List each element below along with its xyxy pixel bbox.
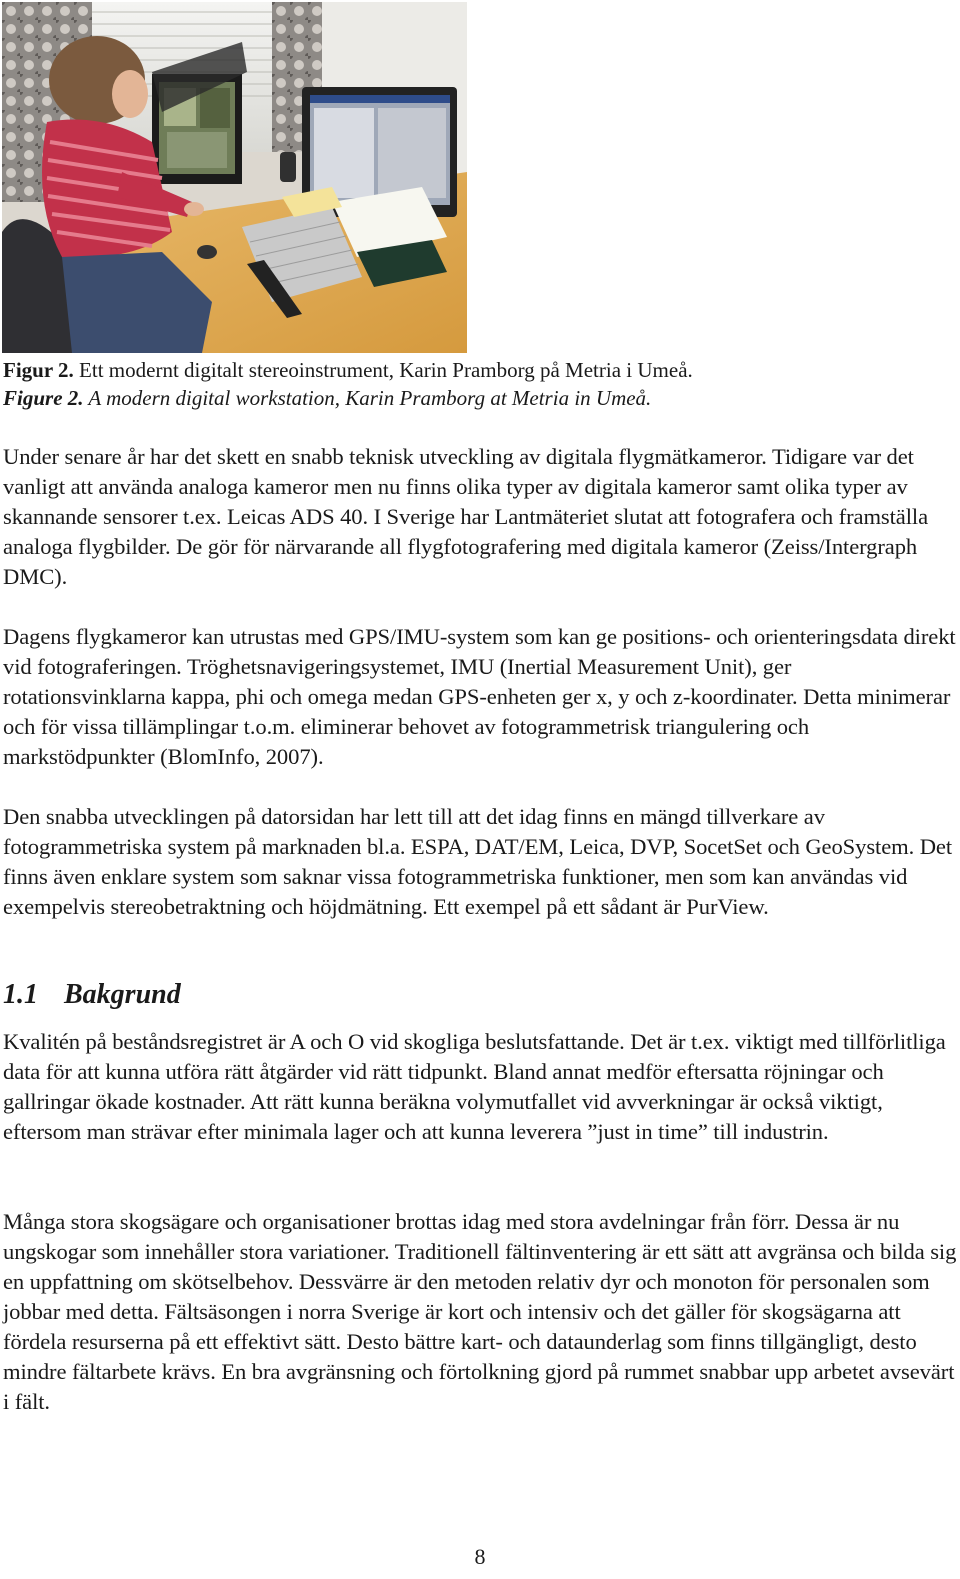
paragraph-forest-owners: Många stora skogsägare och organisationer brottas idag med stora avdelningar från förr. Dessa är nu ungskogar som innehåller stora variationer. Traditionell fältinventering är ett sätt att avgränsa och bilda sig en uppfattning om skötselbehov. Dessvärre är den metoden relativ dyr och monoton för personalen som jobbar med detta. Fältsäsongen i norra Sverige är kort och intensiv och det gäller för skogsägarna att fördela resurserna på ett effektivt sätt. Desto bättre kart- och dataunderlag som finns tillgängligt, desto mindre fältarbete krävs. En bra avgränsning och förtolkning gjord på rummet snabbar upp arbetet avsevärt i fält.	[3, 1209, 957, 1414]
section-title: Bakgrund	[64, 979, 181, 1010]
figure-caption-swedish-label: Figur 2.	[3, 358, 74, 382]
figure-caption-swedish	[3, 356, 953, 384]
paragraph-digital-cameras: Under senare år har det skett en snabb teknisk utveckling av digitala flygmätkameror. Tidigare var det vanligt att använda analoga kameror men nu finns olika typer av digitala kameror samt olika typer av skannande sensorer t.ex. Leicas ADS 40. I Sverige har Lantmäteriet slutat att fotografera och framställa analoga flygbilder. De gör för närvarande all flygfotografering med digitala kameror (Zeiss/Intergraph DMC).	[3, 444, 929, 589]
paragraph-gps-imu: Dagens flygkameror kan utrustas med GPS/IMU-system som kan ge positions- och orienteringsdata direkt vid fotograferingen. Tröghetsnavigeringsystemet, IMU (Inertial Measurement Unit), ger rotationsvinklarna kappa, phi och omega medan GPS-enheten ger x, y och z-koordinater. Detta minimerar och för vissa tillämplingar t.o.m. eliminerar behovet av fotogrammetrisk triangulering och markstödpunkter (BlomInfo, 2007).	[3, 624, 956, 769]
figure-caption-english-text: A modern digital workstation, Karin Pramborg at Metria in Umeå.	[83, 386, 652, 410]
figure-caption-english	[3, 384, 953, 412]
paragraph-stand-register: Kvalitén på beståndsregistret är A och O vid skogliga beslutsfattande. Det är t.ex. viktigt med tillförlitliga data för att kunna utföra rätt åtgärder vid rätt tidpunkt. Bland annat medför eftersatta röjningar och gallringar ökade kostnader. Att rätt kunna beräkna volymutfallet vid avverkningar är också viktigt, eftersom man strävar efter minimala lager och att kunna leverera ”just in time” till industrin.	[3, 1029, 946, 1144]
paragraph-photogrammetric-systems: Den snabba utvecklingen på datorsidan har lett till att det idag finns en mängd tillverkare av fotogrammetriska system på marknaden bl.a. ESPA, DAT/EM, Leica, DVP, SocetSet och GeoSystem. Det finns även enklare system som saknar vissa fotogrammetriska funktioner, men som kan användas vid exempelvis stereobetraktning och höjdmätning. Ett exempel på ett sådant är PurView.	[3, 804, 953, 919]
figure-caption-swedish-text: Ett modernt digitalt stereoinstrument, Karin Pramborg på Metria i Umeå.	[73, 358, 693, 382]
page-number: 8	[474, 1544, 486, 1569]
workstation-photo	[2, 2, 467, 353]
section-number: 1.1	[3, 979, 38, 1010]
section-heading	[3, 976, 181, 1014]
figure-caption-english-label: Figure 2.	[3, 386, 84, 410]
